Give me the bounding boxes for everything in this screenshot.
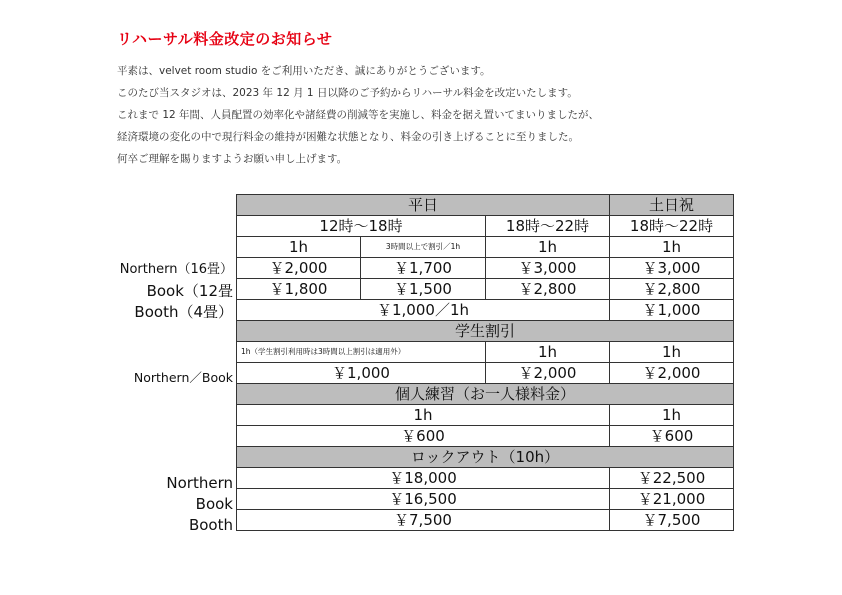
table-row [237,279,734,300]
price-cell: ￥1,700 [361,258,486,279]
intro-line: これまで 12 年間、人員配置の効率化や諸経費の削減等を実施し、料金を据え置いてまいりましたが、 [117,109,600,121]
row-label-booth-lockout: Booth [188,516,233,534]
table-row [237,489,734,510]
price-cell: ￥1,500 [361,279,486,300]
price-cell: ￥2,800 [610,279,734,300]
price-cell: ￥22,500 [610,468,734,489]
table-row [237,510,734,531]
intro-line: このたび当スタジオは、2023 年 12 月 1 日以降のご予約からリハーサル料金を改定いたします。 [117,87,578,99]
price-cell: ￥1,800 [237,279,361,300]
page-title: リハーサル料金改定のお知らせ [117,30,333,48]
price-table [236,194,734,531]
price-cell: ￥16,500 [237,489,610,510]
price-cell: ￥1,000 [610,300,734,321]
table-row [237,426,734,447]
price-cell: ￥7,500 [237,510,610,531]
price-cell: ￥1,000 [237,363,486,384]
intro-line: 平素は、velvet room studio をご利用いただき、誠にありがとうございます。 [117,65,491,77]
table-row [237,321,734,342]
price-cell: ￥2,000 [610,363,734,384]
price-cell: ￥7,500 [610,510,734,531]
price-cell: ￥3,000 [486,258,610,279]
header-1h: 1h [610,342,734,363]
header-slot-12-18: 12時〜18時 [237,216,486,237]
table-row [237,258,734,279]
header-slot-holiday: 18時〜22時 [610,216,734,237]
price-cell: ￥1,000／1h [237,300,610,321]
header-1h: 1h [237,237,361,258]
price-cell: ￥2,800 [486,279,610,300]
section-lockout: ロックアウト（10h） [237,447,734,468]
header-1h: 1h [237,405,610,426]
table-row [237,195,734,216]
intro-line: 何卒ご理解を賜りますようお願い申し上げます。 [117,153,348,165]
student-note: 1h（学生割引利用時は3時間以上割引は適用外） [237,342,486,363]
section-student-discount: 学生割引 [237,321,734,342]
header-3h-discount: 3時間以上で割引／1h [361,237,486,258]
table-row [237,300,734,321]
table-row [237,468,734,489]
price-cell: ￥600 [237,426,610,447]
table-row [237,384,734,405]
row-label-book-lockout: Book [195,495,233,513]
header-holiday: 土日祝 [610,195,734,216]
header-weekday: 平日 [237,195,610,216]
intro-line: 経済環境の変化の中で現行料金の維持が困難な状態となり、料金の引き上げることに至りました。 [117,131,579,143]
header-1h: 1h [486,237,610,258]
table-row [237,405,734,426]
price-cell: ￥600 [610,426,734,447]
row-label-booth-regular: Booth（4畳） [134,303,233,321]
price-cell: ￥2,000 [237,258,361,279]
table-row [237,447,734,468]
intro-text [117,60,599,170]
header-1h: 1h [610,405,734,426]
table-row [237,342,734,363]
table-row [237,237,734,258]
price-cell: ￥21,000 [610,489,734,510]
row-label-student: Northern／Book [133,370,233,385]
row-label-book-regular: Book（12畳 [146,282,233,300]
price-cell: ￥3,000 [610,258,734,279]
row-label-northern-regular: Northern（16畳） [119,262,233,277]
table-row [237,216,734,237]
price-cell: ￥2,000 [486,363,610,384]
header-1h: 1h [486,342,610,363]
header-slot-18-22: 18時〜22時 [486,216,610,237]
section-personal-practice: 個人練習（お一人様料金） [237,384,734,405]
row-label-northern-lockout: Northern [166,474,233,492]
table-row [237,363,734,384]
header-1h: 1h [610,237,734,258]
price-cell: ￥18,000 [237,468,610,489]
